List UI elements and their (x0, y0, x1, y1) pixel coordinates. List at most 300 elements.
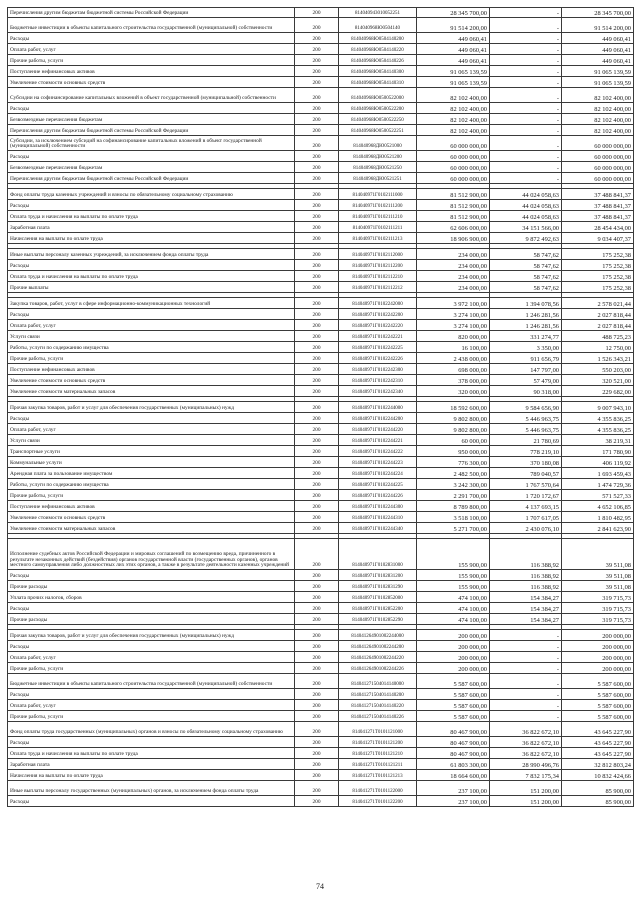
row-line-code: 200 (295, 66, 339, 77)
row-assigned-amount: 474 100,00 (417, 603, 490, 614)
row-executed-amount: - (490, 8, 562, 18)
row-assigned-amount: 3 518 100,00 (417, 512, 490, 523)
row-classification-code: 814041271504014140220 (339, 700, 417, 711)
row-remainder-amount: 2 027 818,44 (562, 320, 634, 331)
row-remainder-amount: 39 511,08 (562, 570, 634, 581)
row-executed-amount: - (490, 33, 562, 44)
table-row (8, 512, 634, 523)
row-name: Оплата труда и начисления на выплаты по оплате труда (8, 271, 295, 282)
table-row (8, 424, 634, 435)
row-assigned-amount: 16 100,00 (417, 342, 490, 353)
row-name: Расходы (8, 603, 295, 614)
row-assigned-amount: 18 592 600,00 (417, 402, 490, 413)
row-name: Расходы (8, 413, 295, 424)
row-executed-amount: - (490, 103, 562, 114)
row-executed-amount: - (490, 652, 562, 663)
row-classification-code: 814040971Г0102831290 (339, 581, 417, 592)
row-classification-code: 814040971Г0102242000 (339, 298, 417, 309)
row-classification-code: 814041271Т0101121210 (339, 748, 417, 759)
table-row (8, 652, 634, 663)
row-remainder-amount: 488 725,23 (562, 331, 634, 342)
row-assigned-amount: 237 100,00 (417, 781, 490, 796)
row-name: Бюджетные инвестиции в объекты капитального строительства государственной (муниципальной) собственности (8, 18, 295, 33)
row-name: Расходы (8, 151, 295, 162)
table-row (8, 309, 634, 320)
table-row (8, 364, 634, 375)
row-line-code: 200 (295, 309, 339, 320)
row-classification-code: 814040971Г0102244200 (339, 413, 417, 424)
row-line-code: 200 (295, 603, 339, 614)
report-sheet (7, 7, 633, 807)
row-line-code: 200 (295, 77, 339, 88)
row-line-code: 200 (295, 282, 339, 293)
row-classification-code: 814040971Г0102111000 (339, 189, 417, 200)
row-assigned-amount: 82 102 400,00 (417, 88, 490, 103)
row-line-code: 200 (295, 8, 339, 18)
row-remainder-amount: 229 682,00 (562, 386, 634, 397)
row-line-code: 200 (295, 689, 339, 700)
row-assigned-amount: 234 000,00 (417, 282, 490, 293)
table-row (8, 375, 634, 386)
row-assigned-amount: 234 000,00 (417, 271, 490, 282)
row-assigned-amount: 18 664 600,00 (417, 770, 490, 781)
row-assigned-amount: 91 065 139,59 (417, 66, 490, 77)
row-name: Прочие работы, услуги (8, 490, 295, 501)
row-assigned-amount: 950 000,00 (417, 446, 490, 457)
row-classification-code: 814040968Ю0504140226 (339, 55, 417, 66)
row-name: Безвозмездные перечисления бюджетам (8, 162, 295, 173)
row-classification-code: 814040971Г0102111200 (339, 200, 417, 211)
row-assigned-amount: 91 065 139,59 (417, 77, 490, 88)
row-remainder-amount: 4 355 836,25 (562, 424, 634, 435)
row-name: Расходы (8, 641, 295, 652)
row-name: Уплата прочих налогов, сборов (8, 592, 295, 603)
row-remainder-amount: 175 252,38 (562, 249, 634, 260)
row-classification-code: 814040971Г0102244225 (339, 479, 417, 490)
row-line-code: 200 (295, 402, 339, 413)
row-line-code: 200 (295, 260, 339, 271)
row-assigned-amount: 62 606 000,00 (417, 222, 490, 233)
row-remainder-amount: 37 488 841,37 (562, 211, 634, 222)
row-remainder-amount: 1 526 343,21 (562, 353, 634, 364)
row-remainder-amount: 319 715,73 (562, 603, 634, 614)
row-assigned-amount: 81 512 900,00 (417, 189, 490, 200)
row-line-code: 200 (295, 386, 339, 397)
row-executed-amount: 58 747,62 (490, 271, 562, 282)
table-row (8, 630, 634, 641)
row-assigned-amount: 80 467 900,00 (417, 737, 490, 748)
row-remainder-amount: 406 119,92 (562, 457, 634, 468)
row-line-code: 200 (295, 539, 339, 570)
table-row (8, 490, 634, 501)
row-executed-amount: - (490, 674, 562, 689)
row-line-code: 200 (295, 44, 339, 55)
row-name: Услуги связи (8, 331, 295, 342)
table-row (8, 570, 634, 581)
row-line-code: 200 (295, 18, 339, 33)
row-name: Увеличение стоимости основных средств (8, 77, 295, 88)
row-name: Иные выплаты персоналу государственных (муниципальных) органов, за исключением фонда оплаты труда (8, 781, 295, 796)
row-remainder-amount: 37 488 841,37 (562, 200, 634, 211)
table-row (8, 603, 634, 614)
row-executed-amount: - (490, 66, 562, 77)
row-name: Расходы (8, 737, 295, 748)
row-assigned-amount: 5 587 600,00 (417, 700, 490, 711)
row-line-code: 200 (295, 663, 339, 674)
row-line-code: 200 (295, 55, 339, 66)
row-assigned-amount: 5 587 600,00 (417, 711, 490, 722)
row-executed-amount: 154 384,27 (490, 603, 562, 614)
row-remainder-amount: 37 488 841,37 (562, 189, 634, 200)
row-line-code: 200 (295, 189, 339, 200)
table-row (8, 796, 634, 807)
row-assigned-amount: 80 467 900,00 (417, 722, 490, 737)
table-row (8, 592, 634, 603)
row-assigned-amount: 449 060,41 (417, 44, 490, 55)
row-remainder-amount: 200 000,00 (562, 630, 634, 641)
row-name: Прочие расходы (8, 614, 295, 625)
row-name: Увеличение стоимости материальных запасов (8, 523, 295, 534)
row-executed-amount: 57 479,00 (490, 375, 562, 386)
row-assigned-amount: 234 000,00 (417, 249, 490, 260)
row-assigned-amount: 2 438 000,00 (417, 353, 490, 364)
row-assigned-amount: 200 000,00 (417, 641, 490, 652)
row-remainder-amount: 85 900,00 (562, 781, 634, 796)
row-line-code: 200 (295, 162, 339, 173)
table-row (8, 282, 634, 293)
table-row (8, 402, 634, 413)
row-assigned-amount: 3 242 300,00 (417, 479, 490, 490)
row-name: Оплата работ, услуг (8, 320, 295, 331)
row-executed-amount: 116 388,92 (490, 581, 562, 592)
page-number: 74 (316, 882, 324, 891)
row-line-code: 200 (295, 700, 339, 711)
table-row (8, 66, 634, 77)
row-executed-amount: 36 822 672,10 (490, 737, 562, 748)
row-name: Расходы (8, 570, 295, 581)
row-line-code: 200 (295, 114, 339, 125)
table-row (8, 320, 634, 331)
row-assigned-amount: 5 271 700,00 (417, 523, 490, 534)
row-classification-code: 814040971Г0102242221 (339, 331, 417, 342)
table-row (8, 468, 634, 479)
table-row (8, 33, 634, 44)
row-classification-code: 814040968Ю0504140300 (339, 66, 417, 77)
row-assigned-amount: 200 000,00 (417, 630, 490, 641)
row-line-code: 200 (295, 630, 339, 641)
row-classification-code: 814040971Г0102244224 (339, 468, 417, 479)
row-name: Прочие работы, услуги (8, 663, 295, 674)
row-line-code: 200 (295, 479, 339, 490)
row-remainder-amount: 82 102 400,00 (562, 125, 634, 136)
row-classification-code: 814040971Г0102244221 (339, 435, 417, 446)
row-classification-code: 814040971Г0102244340 (339, 523, 417, 534)
row-remainder-amount: 2 578 021,44 (562, 298, 634, 309)
row-classification-code: 814040968ДЮ0521251 (339, 173, 417, 184)
row-name: Расходы (8, 260, 295, 271)
table-row (8, 581, 634, 592)
row-assigned-amount: 449 060,41 (417, 55, 490, 66)
row-remainder-amount: 200 000,00 (562, 641, 634, 652)
row-name: Работы, услуги по содержанию имущества (8, 479, 295, 490)
table-row (8, 479, 634, 490)
row-assigned-amount: 60 000 000,00 (417, 151, 490, 162)
row-name: Перечисления другим бюджетам бюджетной системы Российской Федерации (8, 8, 295, 18)
row-name: Перечисления другим бюджетам бюджетной системы Российской Федерации (8, 173, 295, 184)
table-row (8, 271, 634, 282)
row-name: Услуги связи (8, 435, 295, 446)
row-classification-code: 814041264901002244226 (339, 663, 417, 674)
row-line-code: 200 (295, 33, 339, 44)
row-remainder-amount: 9 007 943,10 (562, 402, 634, 413)
row-line-code: 200 (295, 249, 339, 260)
row-name: Исполнение судебных актов Российской Федерации и мировых соглашений по возмещению вреда, причиненного в результате незаконных действий (бездействия) органов государственной власти (государственных органов), органов местного самоуправления либо должностных лих этих органов, а также в результате деятельности казенных учреждений (8, 539, 295, 570)
row-assigned-amount: 155 900,00 (417, 581, 490, 592)
row-remainder-amount: 60 000 000,00 (562, 151, 634, 162)
row-executed-amount: 911 656,79 (490, 353, 562, 364)
row-executed-amount: - (490, 77, 562, 88)
table-row (8, 44, 634, 55)
row-remainder-amount: 1 693 459,43 (562, 468, 634, 479)
row-name: Поступление нефинансовых активов (8, 66, 295, 77)
row-executed-amount: 58 747,62 (490, 260, 562, 271)
row-executed-amount: - (490, 663, 562, 674)
row-remainder-amount: 91 514 200,00 (562, 18, 634, 33)
row-line-code: 200 (295, 103, 339, 114)
table-row (8, 523, 634, 534)
table-row (8, 125, 634, 136)
row-remainder-amount: 571 527,33 (562, 490, 634, 501)
row-name: Оплата работ, услуг (8, 652, 295, 663)
row-assigned-amount: 9 802 800,00 (417, 413, 490, 424)
row-executed-amount: 3 350,00 (490, 342, 562, 353)
row-assigned-amount: 449 060,41 (417, 33, 490, 44)
row-executed-amount: - (490, 641, 562, 652)
row-remainder-amount: 10 832 424,66 (562, 770, 634, 781)
row-executed-amount: 9 872 492,63 (490, 233, 562, 244)
row-classification-code: 814040971Г0102111210 (339, 211, 417, 222)
row-name: Начисления на выплаты по оплате труда (8, 233, 295, 244)
table-row (8, 88, 634, 103)
table-row (8, 614, 634, 625)
row-executed-amount: 116 388,92 (490, 539, 562, 570)
row-executed-amount: - (490, 173, 562, 184)
row-executed-amount: 44 024 058,63 (490, 211, 562, 222)
row-line-code: 200 (295, 523, 339, 534)
row-remainder-amount: 175 252,38 (562, 271, 634, 282)
row-line-code: 200 (295, 748, 339, 759)
table-row (8, 353, 634, 364)
row-classification-code: 814041271504014140226 (339, 711, 417, 722)
row-assigned-amount: 5 587 600,00 (417, 674, 490, 689)
row-executed-amount: 1 707 617,05 (490, 512, 562, 523)
row-classification-code: 814041264901002244000 (339, 630, 417, 641)
row-line-code: 200 (295, 759, 339, 770)
row-line-code: 200 (295, 222, 339, 233)
row-classification-code: 814040971Г0102852290 (339, 614, 417, 625)
row-assigned-amount: 18 906 900,00 (417, 233, 490, 244)
row-classification-code: 814040968ДЮ0521000 (339, 136, 417, 151)
row-name: Прочие расходы (8, 581, 295, 592)
row-line-code: 200 (295, 173, 339, 184)
row-executed-amount: - (490, 18, 562, 33)
row-executed-amount: 21 780,69 (490, 435, 562, 446)
budget-execution-table (7, 7, 634, 807)
row-line-code: 200 (295, 211, 339, 222)
row-assigned-amount: 155 900,00 (417, 570, 490, 581)
table-row (8, 446, 634, 457)
row-line-code: 200 (295, 722, 339, 737)
row-executed-amount: - (490, 114, 562, 125)
row-executed-amount: 36 822 672,10 (490, 748, 562, 759)
table-row (8, 770, 634, 781)
row-line-code: 200 (295, 125, 339, 136)
table-row (8, 8, 634, 18)
row-line-code: 200 (295, 364, 339, 375)
row-remainder-amount: 82 102 400,00 (562, 88, 634, 103)
row-classification-code: 814040968ДЮ0521200 (339, 151, 417, 162)
row-remainder-amount: 39 511,08 (562, 581, 634, 592)
row-line-code: 200 (295, 674, 339, 689)
table-row (8, 260, 634, 271)
row-remainder-amount: 1 474 729,36 (562, 479, 634, 490)
row-remainder-amount: 32 812 803,24 (562, 759, 634, 770)
row-remainder-amount: 39 511,08 (562, 539, 634, 570)
table-row (8, 641, 634, 652)
row-assigned-amount: 91 514 200,00 (417, 18, 490, 33)
row-name: Бюджетные инвестиции в объекты капитального строительства государственной (муниципальной) собственности (8, 674, 295, 689)
row-classification-code: 814041271504014140000 (339, 674, 417, 689)
table-row (8, 737, 634, 748)
row-name: Арендная плата за пользование имуществом (8, 468, 295, 479)
table-row (8, 674, 634, 689)
row-name: Оплата работ, услуг (8, 44, 295, 55)
row-line-code: 200 (295, 781, 339, 796)
row-name: Увеличение стоимости основных средств (8, 512, 295, 523)
row-classification-code: 814041271Т0101121200 (339, 737, 417, 748)
row-executed-amount: 7 832 175,34 (490, 770, 562, 781)
row-assigned-amount: 776 300,00 (417, 457, 490, 468)
row-classification-code: 814040971Г0102112200 (339, 260, 417, 271)
row-name: Прочая закупка товаров, работ и услуг для обеспечения государственных (муниципальных) нужд (8, 402, 295, 413)
row-assigned-amount: 155 900,00 (417, 539, 490, 570)
row-name: Прочая закупка товаров, работ и услуг для обеспечения государственных (муниципальных) нужд (8, 630, 295, 641)
table-row (8, 162, 634, 173)
row-executed-amount: 151 200,00 (490, 781, 562, 796)
table-row (8, 457, 634, 468)
row-executed-amount: 778 219,10 (490, 446, 562, 457)
row-line-code: 200 (295, 592, 339, 603)
row-remainder-amount: 320 521,00 (562, 375, 634, 386)
table-row (8, 136, 634, 151)
row-classification-code: 814041264901002244220 (339, 652, 417, 663)
table-row (8, 342, 634, 353)
row-line-code: 200 (295, 581, 339, 592)
row-executed-amount: 58 747,62 (490, 249, 562, 260)
row-classification-code: 814040943010052251 (339, 8, 417, 18)
row-classification-code: 814040971Г0102831200 (339, 570, 417, 581)
row-name: Закупка товаров, работ, услуг в сфере информационно-коммуникационных технологий (8, 298, 295, 309)
row-line-code: 200 (295, 737, 339, 748)
row-line-code: 200 (295, 342, 339, 353)
table-row (8, 222, 634, 233)
row-name: Оплата работ, услуг (8, 700, 295, 711)
row-remainder-amount: 60 000 000,00 (562, 162, 634, 173)
row-classification-code: 814040968Ю0504140310 (339, 77, 417, 88)
row-assigned-amount: 698 000,00 (417, 364, 490, 375)
row-remainder-amount: 43 645 227,90 (562, 722, 634, 737)
row-assigned-amount: 474 100,00 (417, 592, 490, 603)
row-line-code: 200 (295, 468, 339, 479)
row-assigned-amount: 2 482 500,00 (417, 468, 490, 479)
table-row (8, 211, 634, 222)
table-row (8, 501, 634, 512)
row-line-code: 200 (295, 770, 339, 781)
table-row (8, 781, 634, 796)
row-classification-code: 814040971Г0102244000 (339, 402, 417, 413)
table-row (8, 759, 634, 770)
row-executed-amount: 34 151 566,00 (490, 222, 562, 233)
row-remainder-amount: 5 587 600,00 (562, 711, 634, 722)
row-executed-amount: 4 137 693,15 (490, 501, 562, 512)
row-classification-code: 814040971Г0102111211 (339, 222, 417, 233)
row-name: Расходы (8, 309, 295, 320)
row-name: Безвозмездные перечисления бюджетам (8, 114, 295, 125)
row-assigned-amount: 61 803 300,00 (417, 759, 490, 770)
row-name: Фонд оплаты труда государственных (муниципальных) органов и взносы по обязательному социальному страхованию (8, 722, 295, 737)
row-classification-code: 814041271504014140200 (339, 689, 417, 700)
row-executed-amount: 331 274,77 (490, 331, 562, 342)
row-executed-amount: 151 200,00 (490, 796, 562, 807)
row-remainder-amount: 5 587 600,00 (562, 674, 634, 689)
row-remainder-amount: 1 810 482,95 (562, 512, 634, 523)
row-name: Иные выплаты персоналу казенных учреждений, за исключением фонда оплаты труда (8, 249, 295, 260)
row-assigned-amount: 60 000 000,00 (417, 136, 490, 151)
row-classification-code: 814040971Г0102244220 (339, 424, 417, 435)
row-remainder-amount: 2 027 818,44 (562, 309, 634, 320)
row-remainder-amount: 91 065 139,59 (562, 77, 634, 88)
row-assigned-amount: 3 274 100,00 (417, 320, 490, 331)
row-classification-code: 814040971Г0102242225 (339, 342, 417, 353)
row-classification-code: 814040971Г0102244310 (339, 512, 417, 523)
table-row (8, 249, 634, 260)
row-executed-amount: - (490, 630, 562, 641)
row-remainder-amount: 85 900,00 (562, 796, 634, 807)
row-name: Расходы (8, 33, 295, 44)
row-name: Оплата труда и начисления на выплаты по оплате труда (8, 211, 295, 222)
row-assigned-amount: 81 512 900,00 (417, 200, 490, 211)
row-classification-code: 814040971Г0102111213 (339, 233, 417, 244)
row-remainder-amount: 5 587 600,00 (562, 689, 634, 700)
table-row (8, 103, 634, 114)
row-assigned-amount: 820 000,00 (417, 331, 490, 342)
row-classification-code: 814040971Г0102242310 (339, 375, 417, 386)
row-executed-amount: 1 720 172,67 (490, 490, 562, 501)
row-line-code: 200 (295, 136, 339, 151)
row-line-code: 200 (295, 652, 339, 663)
row-remainder-amount: 4 355 836,25 (562, 413, 634, 424)
row-executed-amount: - (490, 689, 562, 700)
row-name: Увеличение стоимости основных средств (8, 375, 295, 386)
row-assigned-amount: 3 274 100,00 (417, 309, 490, 320)
row-name: Коммунальные услуги (8, 457, 295, 468)
row-name: Прочие работы, услуги (8, 711, 295, 722)
row-remainder-amount: 82 102 400,00 (562, 114, 634, 125)
row-line-code: 200 (295, 298, 339, 309)
row-classification-code: 814040971Г0102852200 (339, 603, 417, 614)
row-classification-code: 814040968Ю0504140220 (339, 44, 417, 55)
row-name: Работы, услуги по содержанию имущества (8, 342, 295, 353)
